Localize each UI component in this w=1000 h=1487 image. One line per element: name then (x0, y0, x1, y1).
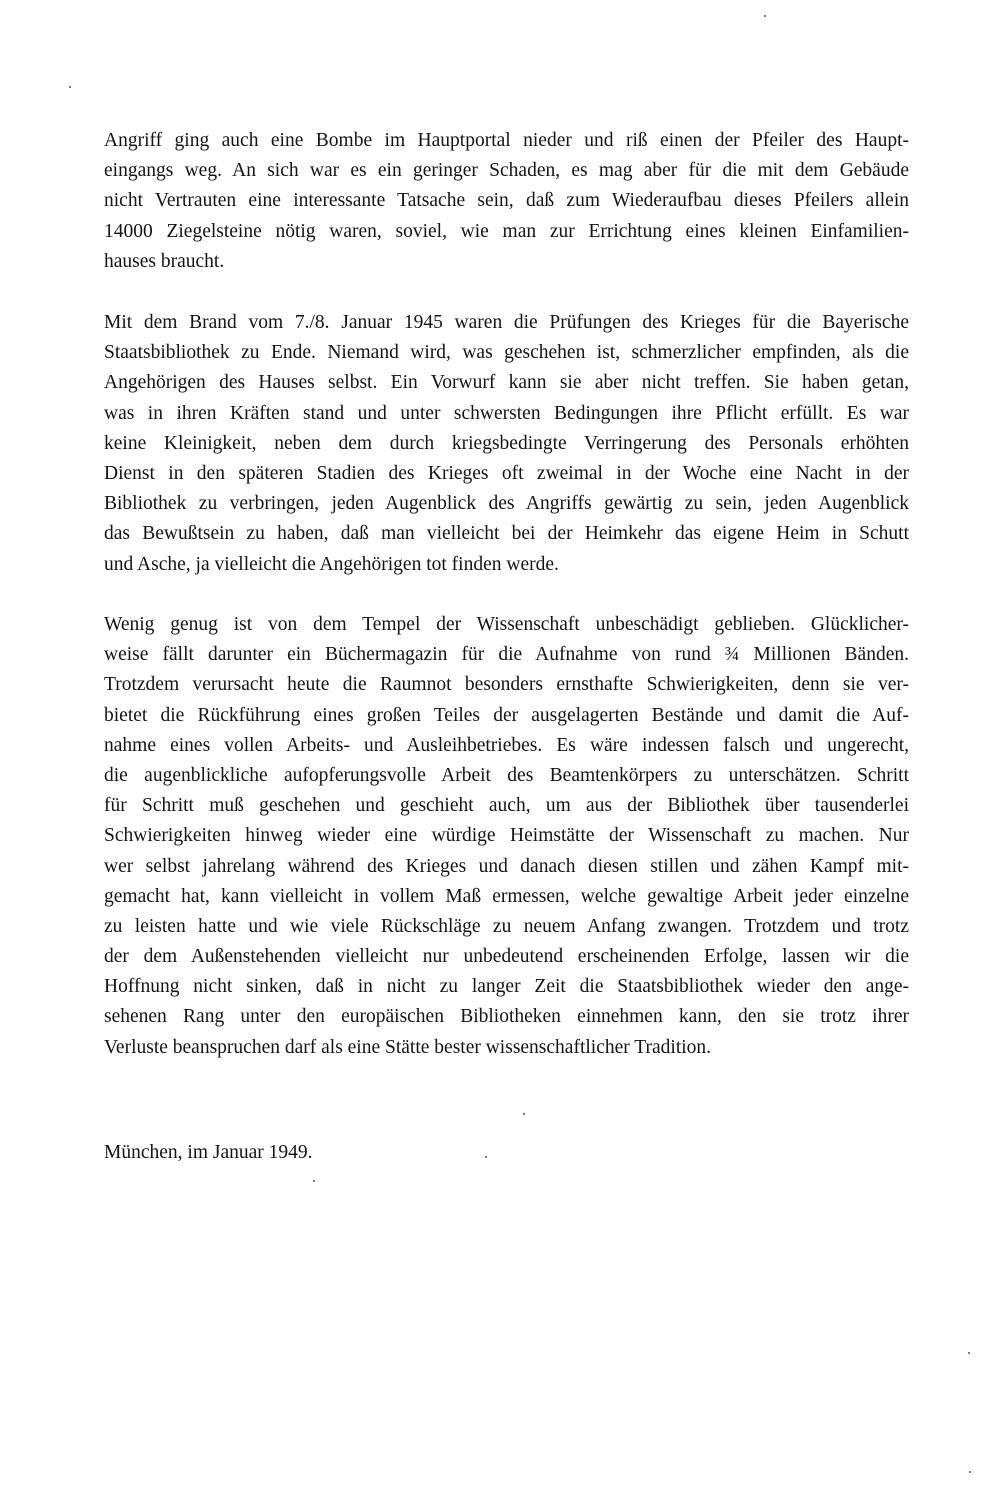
text-line: Schwierigkeiten hinweg wieder eine würdige Heimstätte der Wissenschaft zu machen. Nur (104, 825, 909, 847)
text-line: Wenig genug ist von dem Tempel der Wissenschaft unbeschädigt geblieben. Glücklicher- (104, 614, 909, 635)
paragraph-2 (104, 308, 909, 580)
text-line: keine Kleinigkeit, neben dem durch kriegsbedingte Verringerung des Personals erhöhten (104, 432, 909, 454)
text-line: und Asche, ja vielleicht die Angehörigen tot finden werde. (104, 553, 559, 575)
scan-speck (523, 1113, 525, 1115)
scan-speck (69, 86, 71, 88)
text-line: nicht Vertrauten eine interessante Tatsache sein, daß zum Wiederaufbau dieses Pfeilers allein (104, 190, 909, 212)
text-line: Dienst in den späteren Stadien des Krieges oft zweimal in der Woche eine Nacht in der (104, 462, 909, 484)
scan-speck (485, 1156, 487, 1158)
paragraph-1 (104, 126, 909, 277)
text-line: Hoffnung nicht sinken, daß in nicht zu langer Zeit die Staatsbibliothek wieder den ange- (104, 976, 909, 998)
place-date-line: München, im Januar 1949. (104, 1142, 313, 1163)
scan-speck (968, 1352, 970, 1354)
text-line: Bibliothek zu verbringen, jeden Augenblick des Angriffs gewärtig zu sein, jeden Augenblick (104, 493, 909, 515)
text-line: der dem Außenstehenden vielleicht nur unbedeutend erscheinenden Erfolge, lassen wir die (104, 946, 909, 968)
text-line: Angehörigen des Hauses selbst. Ein Vorwurf kann sie aber nicht treffen. Sie haben getan, (104, 372, 909, 394)
text-line: weise fällt darunter ein Büchermagazin für die Aufnahme von rund ¾ Millionen Bänden. (104, 644, 909, 666)
scan-speck (313, 1180, 315, 1182)
text-line: 14000 Ziegelsteine nötig waren, soviel, wie man zur Errichtung eines kleinen Einfamilien- (104, 220, 909, 242)
scan-speck (764, 15, 766, 17)
text-line: zu leisten hatte und wie viele Rückschläge zu neuem Anfang zwangen. Trotzdem und trotz (104, 915, 909, 937)
text-line: Trotzdem verursacht heute die Raumnot besonders ernsthafte Schwierigkeiten, denn sie ver- (104, 674, 909, 696)
text-line: Angriff ging auch eine Bombe im Hauptportal nieder und riß einen der Pfeiler des Haupt- (104, 130, 909, 151)
text-line: nahme eines vollen Arbeits- und Ausleihbetriebes. Es wäre indessen falsch und ungerecht, (104, 734, 909, 756)
text-line: sehenen Rang unter den europäischen Bibliotheken einnehmen kann, den sie trotz ihrer (104, 1006, 909, 1028)
text-line: das Bewußtsein zu haben, daß man vielleicht bei der Heimkehr das eigene Heim in Schutt (104, 523, 909, 545)
scan-speck (969, 1471, 971, 1473)
text-line: Mit dem Brand vom 7./8. Januar 1945 waren die Prüfungen des Krieges für die Bayerische (104, 312, 909, 333)
text-line: für Schritt muß geschehen und geschieht auch, um aus der Bibliothek über tausenderlei (104, 795, 909, 817)
text-line: gemacht hat, kann vielleicht in vollem Maß ermessen, welche gewaltige Arbeit jeder einzelne (104, 885, 909, 907)
text-line: eingangs weg. An sich war es ein geringer Schaden, es mag aber für die mit dem Gebäude (104, 160, 909, 182)
paragraph-3 (104, 610, 909, 1063)
text-line: die augenblickliche aufopferungsvolle Arbeit des Beamtenkörpers zu unterschätzen. Schritt (104, 764, 909, 786)
text-line: bietet die Rückführung eines großen Teiles der ausgelagerten Bestände und damit die Auf- (104, 704, 909, 726)
text-line: was in ihren Kräften stand und unter schwersten Bedingungen ihre Pflicht erfüllt. Es war (104, 402, 909, 424)
text-line: wer selbst jahrelang während des Krieges und danach diesen stillen und zähen Kampf mit- (104, 855, 909, 877)
text-line: hauses braucht. (104, 250, 225, 272)
text-line: Staatsbibliothek zu Ende. Niemand wird, was geschehen ist, schmerzlicher empfinden, als die (104, 342, 909, 364)
text-line: Verluste beanspruchen darf als eine Stätte bester wissenschaftlicher Tradition. (104, 1036, 712, 1058)
